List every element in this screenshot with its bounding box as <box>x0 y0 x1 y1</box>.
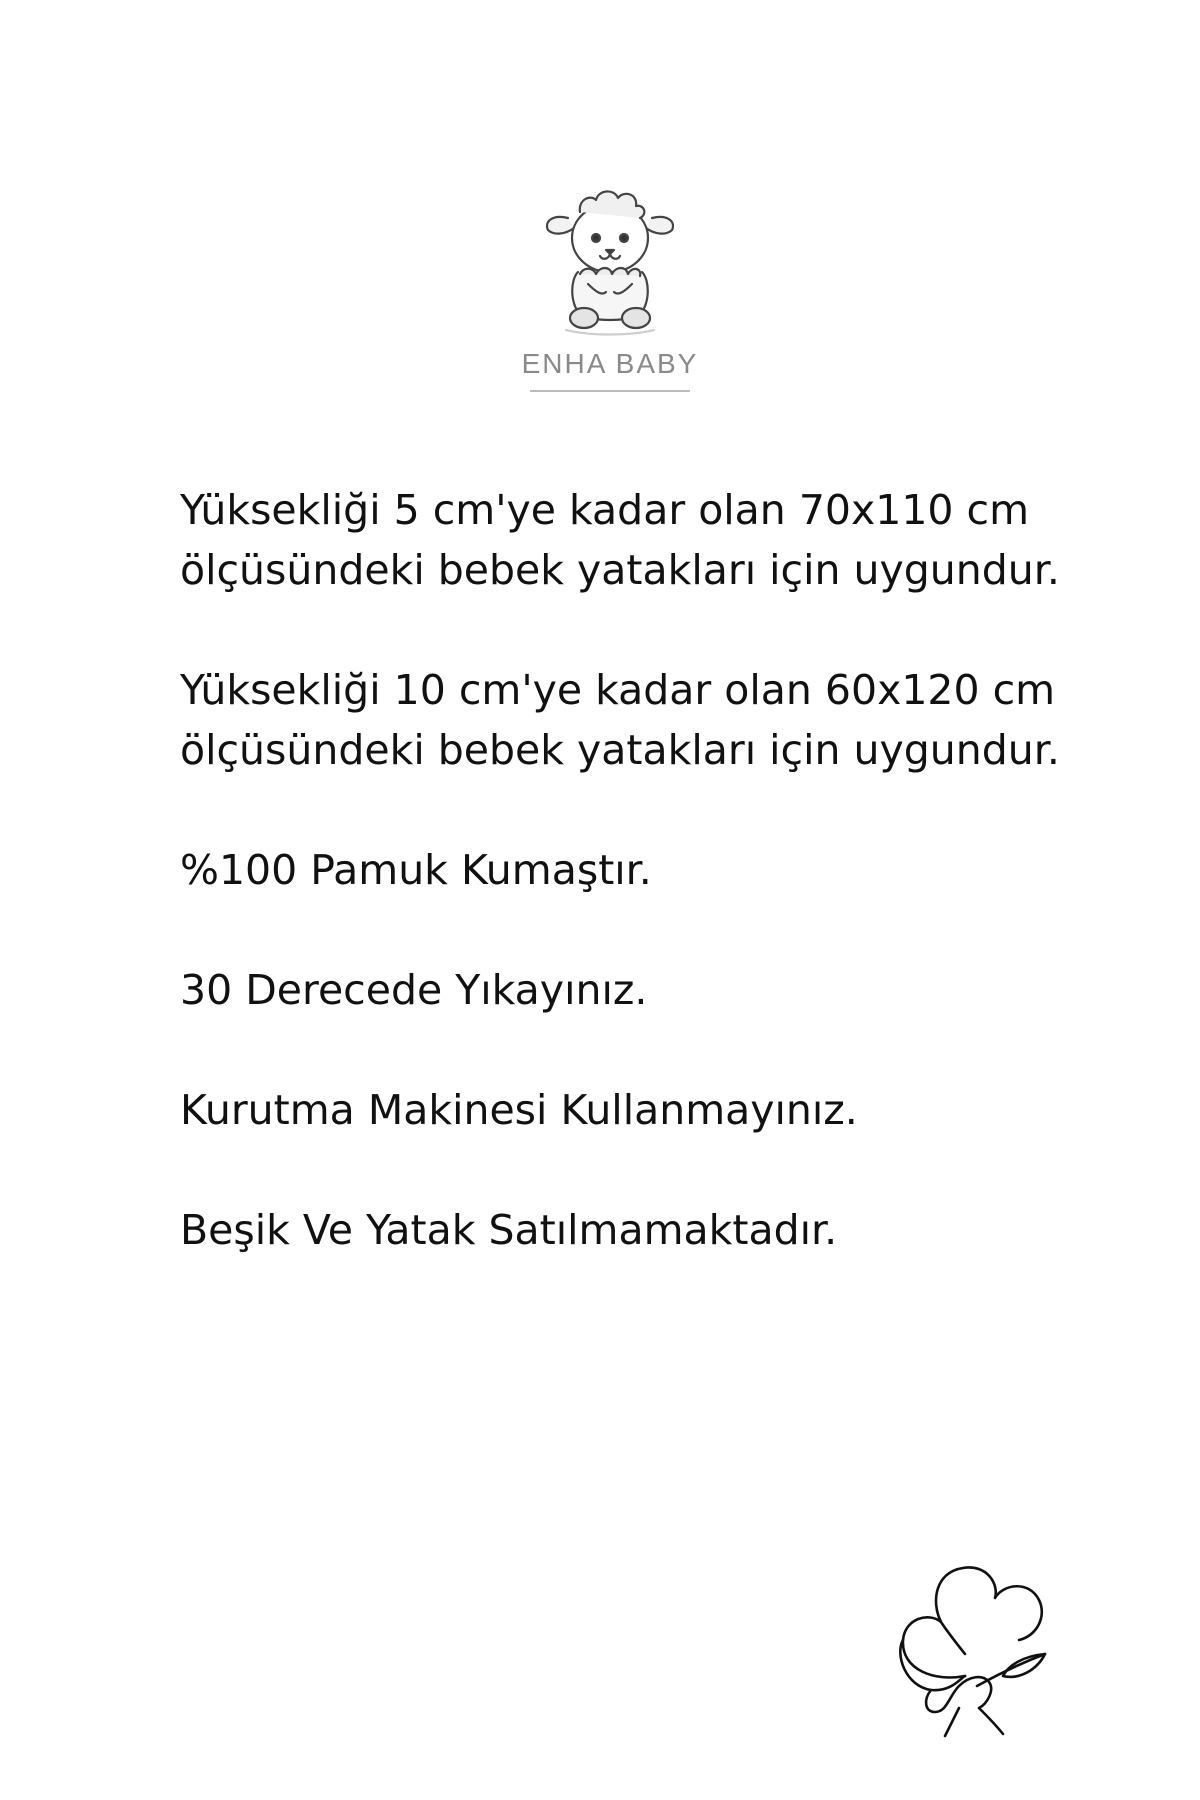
product-info <box>180 480 1080 1320</box>
info-paragraph-size-70x110: Yüksekliği 5 cm'ye kadar olan 70x110 cm ölçüsündeki bebek yatakları için uygundur. <box>180 486 1060 594</box>
sheep-icon <box>540 180 680 340</box>
info-paragraph-wash: 30 Derecede Yıkayınız. <box>180 966 648 1014</box>
brand-underline <box>530 390 690 392</box>
cotton-flower-icon <box>895 1558 1070 1738</box>
info-paragraph-size-60x120: Yüksekliği 10 cm'ye kadar olan 60x120 cm ölçüsündeki bebek yatakları için uygundur. <box>180 666 1060 774</box>
brand-name: ENHA BABY <box>521 348 699 379</box>
info-paragraph-dryer: Kurutma Makinesi Kullanmayınız. <box>180 1086 858 1134</box>
info-paragraph-not-sold: Beşik Ve Yatak Satılmamaktadır. <box>180 1206 838 1254</box>
info-paragraph-fabric: %100 Pamuk Kumaştır. <box>180 846 652 894</box>
brand-logo <box>500 180 720 400</box>
